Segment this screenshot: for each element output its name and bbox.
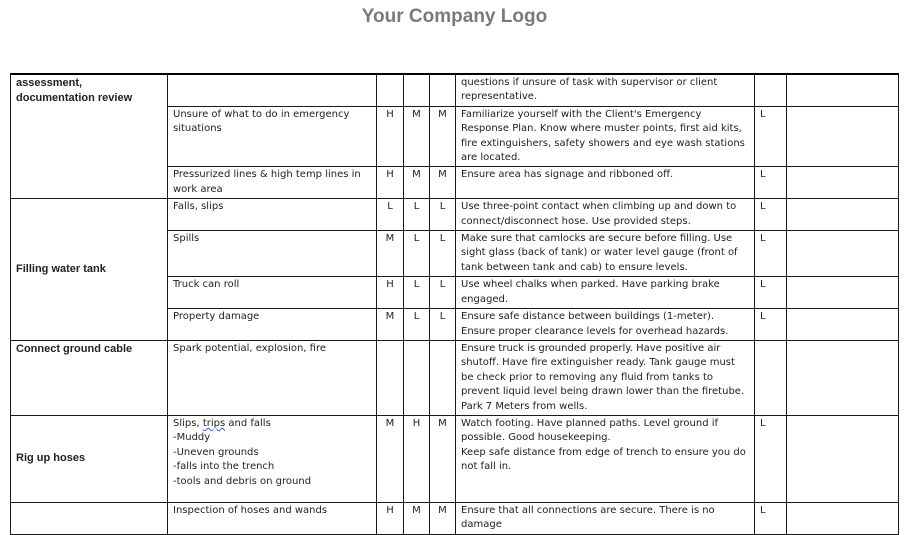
- residual-risk-cell: L: [755, 277, 787, 309]
- risk-cell: [430, 74, 456, 106]
- severity-cell: [377, 74, 404, 106]
- risk-cell: M: [430, 415, 456, 502]
- hazard-cell: Spark potential, explosion, fire: [168, 340, 377, 415]
- likelihood-cell: M: [404, 502, 430, 534]
- severity-cell: M: [377, 231, 404, 277]
- risk-cell: M: [430, 167, 456, 199]
- severity-cell: H: [377, 277, 404, 309]
- notes-cell: [787, 74, 899, 106]
- severity-cell: L: [377, 199, 404, 231]
- table-row: [11, 340, 899, 415]
- hazard-cell: [168, 415, 377, 502]
- company-logo: Your Company Logo: [361, 6, 548, 27]
- likelihood-cell: [404, 340, 430, 415]
- notes-cell: [787, 106, 899, 167]
- table-row: [11, 502, 899, 534]
- residual-risk-cell: L: [755, 502, 787, 534]
- residual-risk-cell: L: [755, 106, 787, 167]
- task-cell: [11, 502, 168, 534]
- severity-cell: [377, 340, 404, 415]
- hazard-cell: Spills: [168, 231, 377, 277]
- residual-risk-cell: [755, 74, 787, 106]
- spellcheck-word[interactable]: trips: [202, 417, 226, 429]
- severity-cell: H: [377, 167, 404, 199]
- likelihood-cell: L: [404, 199, 430, 231]
- table-row: [11, 199, 899, 231]
- likelihood-cell: M: [404, 106, 430, 167]
- hazard-assessment-table: [10, 73, 899, 535]
- residual-risk-cell: L: [755, 309, 787, 341]
- notes-cell: [787, 231, 899, 277]
- notes-cell: [787, 309, 899, 341]
- hazard-cell: Pressurized lines & high temp lines in work area: [168, 167, 377, 199]
- notes-cell: [787, 199, 899, 231]
- hazard-text: Slips,: [173, 417, 203, 429]
- notes-cell: [787, 502, 899, 534]
- severity-cell: M: [377, 415, 404, 502]
- likelihood-cell: [404, 74, 430, 106]
- control-cell: Use three-point contact when climbing up and down to connect/disconnect hose. Use provided steps.: [456, 199, 755, 231]
- notes-cell: [787, 415, 899, 502]
- control-cell: Make sure that camlocks are secure before filling. Use sight glass (back of tank) or water level gauge (front of tank between tank and cab) to ensure levels.: [456, 231, 755, 277]
- control-cell: questions if unsure of task with supervisor or client representative.: [456, 74, 755, 106]
- risk-cell: L: [430, 231, 456, 277]
- hazard-cell: Property damage: [168, 309, 377, 341]
- risk-cell: M: [430, 502, 456, 534]
- risk-cell: M: [430, 106, 456, 167]
- likelihood-cell: L: [404, 309, 430, 341]
- residual-risk-cell: L: [755, 231, 787, 277]
- control-cell: Ensure that all connections are secure. There is no damage: [456, 502, 755, 534]
- hazard-text: and falls -Muddy -Uneven grounds -falls into the trench -tools and debris on ground: [173, 417, 312, 487]
- residual-risk-cell: [755, 340, 787, 415]
- hazard-cell: Inspection of hoses and wands: [168, 502, 377, 534]
- table-row: [11, 74, 899, 106]
- risk-cell: L: [430, 277, 456, 309]
- severity-cell: M: [377, 309, 404, 341]
- hazard-cell: Truck can roll: [168, 277, 377, 309]
- notes-cell: [787, 277, 899, 309]
- control-cell: Watch footing. Have planned paths. Level ground if possible. Good housekeeping. Keep safe distance from edge of trench to ensure you do not fall in.: [456, 415, 755, 502]
- likelihood-cell: M: [404, 167, 430, 199]
- control-cell: Familiarize yourself with the Client's Emergency Response Plan. Know where muster points, first aid kits, fire extinguishers, safety showers and eye wash stations are located.: [456, 106, 755, 167]
- severity-cell: H: [377, 502, 404, 534]
- notes-cell: [787, 167, 899, 199]
- likelihood-cell: H: [404, 415, 430, 502]
- task-cell: assessment, documentation review: [11, 74, 168, 199]
- risk-cell: L: [430, 199, 456, 231]
- control-cell: Use wheel chalks when parked. Have parking brake engaged.: [456, 277, 755, 309]
- residual-risk-cell: L: [755, 167, 787, 199]
- table-row: [11, 415, 899, 502]
- hazard-cell: Falls, slips: [168, 199, 377, 231]
- task-cell: Rig up hoses: [11, 415, 168, 502]
- risk-cell: L: [430, 309, 456, 341]
- residual-risk-cell: L: [755, 199, 787, 231]
- residual-risk-cell: L: [755, 415, 787, 502]
- task-cell: Filling water tank: [11, 199, 168, 341]
- notes-cell: [787, 340, 899, 415]
- risk-cell: [430, 340, 456, 415]
- control-cell: Ensure truck is grounded properly. Have positive air shutoff. Have fire extinguisher ready. Tank gauge must be check prior to removing any fluid from tanks to prevent liquid level being drawn lower than the firetube. Park 7 Meters from wells.: [456, 340, 755, 415]
- control-cell: Ensure safe distance between buildings (1-meter). Ensure proper clearance levels for overhead hazards.: [456, 309, 755, 341]
- hazard-cell: Unsure of what to do in emergency situations: [168, 106, 377, 167]
- hazard-cell: [168, 74, 377, 106]
- task-cell: Connect ground cable: [11, 340, 168, 415]
- severity-cell: H: [377, 106, 404, 167]
- likelihood-cell: L: [404, 231, 430, 277]
- likelihood-cell: L: [404, 277, 430, 309]
- control-cell: Ensure area has signage and ribboned off.: [456, 167, 755, 199]
